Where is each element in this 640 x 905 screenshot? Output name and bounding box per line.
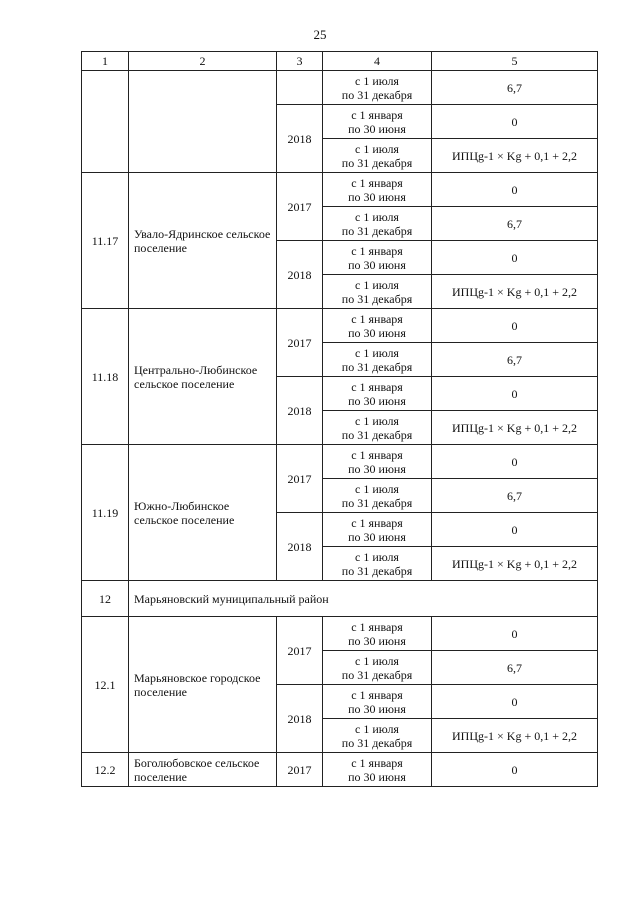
cell-value: ИПЦg-1 × Kg + 0,1 + 2,2 — [432, 275, 598, 309]
cell-number: 11.18 — [82, 309, 129, 445]
cell-period: с 1 июля по 31 декабря — [323, 71, 432, 105]
table-row — [82, 617, 598, 651]
cell-period: с 1 января по 30 июня — [323, 241, 432, 275]
cell-period: с 1 января по 30 июня — [323, 513, 432, 547]
cell-value: ИПЦg-1 × Kg + 0,1 + 2,2 — [432, 411, 598, 445]
cell-name — [129, 71, 277, 173]
cell-value: 0 — [432, 445, 598, 479]
cell-district-name: Марьяновский муниципальный район — [129, 581, 598, 617]
cell-number: 11.19 — [82, 445, 129, 581]
cell-period: с 1 января по 30 июня — [323, 173, 432, 207]
cell-value: 0 — [432, 617, 598, 651]
cell-value: 0 — [432, 105, 598, 139]
cell-name: Боголюбовское сельское поселение — [129, 753, 277, 787]
cell-year: 2018 — [277, 513, 323, 581]
cell-year: 2017 — [277, 445, 323, 513]
cell-period: с 1 июля по 31 декабря — [323, 651, 432, 685]
cell-name: Увало-Ядринское сельское поселение — [129, 173, 277, 309]
cell-period: с 1 июля по 31 декабря — [323, 547, 432, 581]
cell-value: 6,7 — [432, 71, 598, 105]
cell-year: 2018 — [277, 377, 323, 445]
table-row — [82, 309, 598, 343]
cell-year: 2017 — [277, 173, 323, 241]
cell-period: с 1 июля по 31 декабря — [323, 343, 432, 377]
table-row — [82, 173, 598, 207]
cell-name: Марьяновское городское поселение — [129, 617, 277, 753]
cell-value: 0 — [432, 377, 598, 411]
cell-year: 2017 — [277, 753, 323, 787]
cell-value: 6,7 — [432, 207, 598, 241]
cell-year: 2018 — [277, 685, 323, 753]
table-row — [82, 71, 598, 105]
col-header-5: 5 — [432, 52, 598, 71]
cell-period: с 1 января по 30 июня — [323, 309, 432, 343]
cell-period: с 1 июля по 31 декабря — [323, 139, 432, 173]
section-row — [82, 581, 598, 617]
cell-value: 0 — [432, 241, 598, 275]
header-row — [82, 52, 598, 71]
tariff-table — [81, 51, 598, 787]
cell-year — [277, 71, 323, 105]
cell-period: с 1 января по 30 июня — [323, 377, 432, 411]
col-header-2: 2 — [129, 52, 277, 71]
cell-value: 0 — [432, 753, 598, 787]
cell-value: 0 — [432, 685, 598, 719]
table-row — [82, 753, 598, 787]
cell-value: 0 — [432, 513, 598, 547]
cell-period: с 1 января по 30 июня — [323, 105, 432, 139]
cell-period: с 1 января по 30 июня — [323, 445, 432, 479]
cell-value: 0 — [432, 309, 598, 343]
cell-name: Центрально-Любинское сельское поселение — [129, 309, 277, 445]
cell-period: с 1 июля по 31 декабря — [323, 411, 432, 445]
cell-period: с 1 июля по 31 декабря — [323, 275, 432, 309]
cell-value: 6,7 — [432, 651, 598, 685]
cell-period: с 1 января по 30 июня — [323, 685, 432, 719]
cell-period: с 1 июля по 31 декабря — [323, 719, 432, 753]
cell-period: с 1 июля по 31 декабря — [323, 479, 432, 513]
cell-year: 2017 — [277, 617, 323, 685]
cell-value: 6,7 — [432, 479, 598, 513]
cell-value: ИПЦg-1 × Kg + 0,1 + 2,2 — [432, 547, 598, 581]
page-number: 25 — [313, 27, 327, 42]
col-header-1: 1 — [82, 52, 129, 71]
col-header-4: 4 — [323, 52, 432, 71]
cell-year: 2018 — [277, 105, 323, 173]
cell-period: с 1 января по 30 июня — [323, 617, 432, 651]
cell-period: с 1 июля по 31 декабря — [323, 207, 432, 241]
cell-value: 0 — [432, 173, 598, 207]
cell-value: ИПЦg-1 × Kg + 0,1 + 2,2 — [432, 719, 598, 753]
cell-number: 12.1 — [82, 617, 129, 753]
table-row — [82, 445, 598, 479]
cell-name: Южно-Любинское сельское поселение — [129, 445, 277, 581]
cell-number: 12 — [82, 581, 129, 617]
cell-year: 2018 — [277, 241, 323, 309]
cell-year: 2017 — [277, 309, 323, 377]
cell-number: 11.17 — [82, 173, 129, 309]
cell-value: ИПЦg-1 × Kg + 0,1 + 2,2 — [432, 139, 598, 173]
cell-value: 6,7 — [432, 343, 598, 377]
cell-period: с 1 января по 30 июня — [323, 753, 432, 787]
cell-number: 12.2 — [82, 753, 129, 787]
cell-number — [82, 71, 129, 173]
col-header-3: 3 — [277, 52, 323, 71]
